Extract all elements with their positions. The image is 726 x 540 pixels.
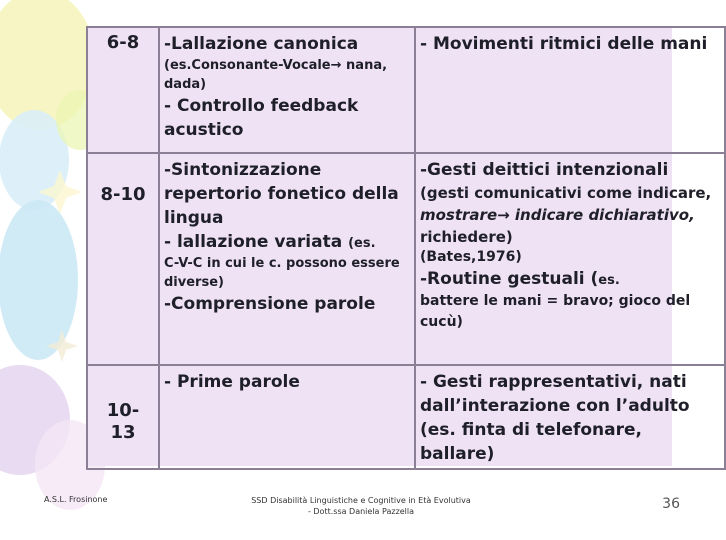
- table-row: [87, 153, 725, 365]
- gesture-item: -Gesti deittici intenzionali: [420, 160, 669, 180]
- gesture-cell: [415, 365, 725, 469]
- gesture-item-detail: es.: [598, 273, 620, 288]
- gesture-detail-text: richiedere): [420, 228, 513, 246]
- language-item-detail: (es.Consonante-Vocale→ nana, dada): [164, 58, 388, 92]
- language-item: -Lallazione canonica: [164, 34, 359, 54]
- balloon-shape: [0, 200, 78, 360]
- gesture-cell: [415, 27, 725, 153]
- age-label: 8-10: [100, 184, 146, 205]
- slide-number: 36: [662, 496, 680, 512]
- language-item-detail: (es.: [348, 236, 376, 251]
- gesture-citation: (Bates,1976): [420, 249, 522, 265]
- development-table: [86, 26, 726, 470]
- gesture-detail-italic: dichiarativo,: [588, 206, 695, 224]
- language-item-main: - lallazione variata: [164, 232, 343, 252]
- development-table-frame: [86, 26, 712, 466]
- gesture-item: [420, 267, 720, 291]
- age-cell: [87, 153, 159, 365]
- language-item: -Comprensione parole: [164, 294, 376, 314]
- footer-organization: A.S.L. Frosinone: [44, 495, 108, 504]
- language-item-detail: C-V-C in cui le c. possono essere diverse): [164, 256, 400, 290]
- age-label: 6-8: [106, 32, 140, 53]
- gesture-detail-italic: mostrare→ indicare: [420, 206, 584, 224]
- gesture-detail-text: (gesti comunicativi come indicare,: [420, 184, 712, 202]
- gesture-item-detail: [420, 182, 720, 248]
- gesture-item-detail: battere le mani = bravo; gioco del cucù): [420, 293, 691, 330]
- age-cell: [87, 365, 159, 469]
- table-row: [87, 365, 725, 469]
- gesture-item: - Gesti rappresentativi, nati dall’interazione con l’adulto (es. finta di telefonare, ballare): [420, 372, 690, 464]
- age-label: 10-13: [106, 400, 140, 443]
- language-item: -Sintonizzazione repertorio fonetico della lingua: [164, 160, 399, 228]
- age-cell: [87, 27, 159, 153]
- footer-course-title: SSD Disabilità Linguistiche e Cognitive in Età Evolutiva - Dott.ssa Daniela Pazzella: [251, 496, 471, 516]
- language-cell: [159, 153, 415, 365]
- table-row: [87, 27, 725, 153]
- language-cell: [159, 365, 415, 469]
- gesture-item: - Movimenti ritmici delle mani: [420, 34, 708, 54]
- gesture-item-main: -Routine gestuali (: [420, 269, 599, 289]
- language-item: - Prime parole: [164, 372, 300, 392]
- language-item: - Controllo feedback acustico: [164, 96, 359, 140]
- language-cell: [159, 27, 415, 153]
- gesture-cell: [415, 153, 725, 365]
- language-item: [164, 230, 410, 254]
